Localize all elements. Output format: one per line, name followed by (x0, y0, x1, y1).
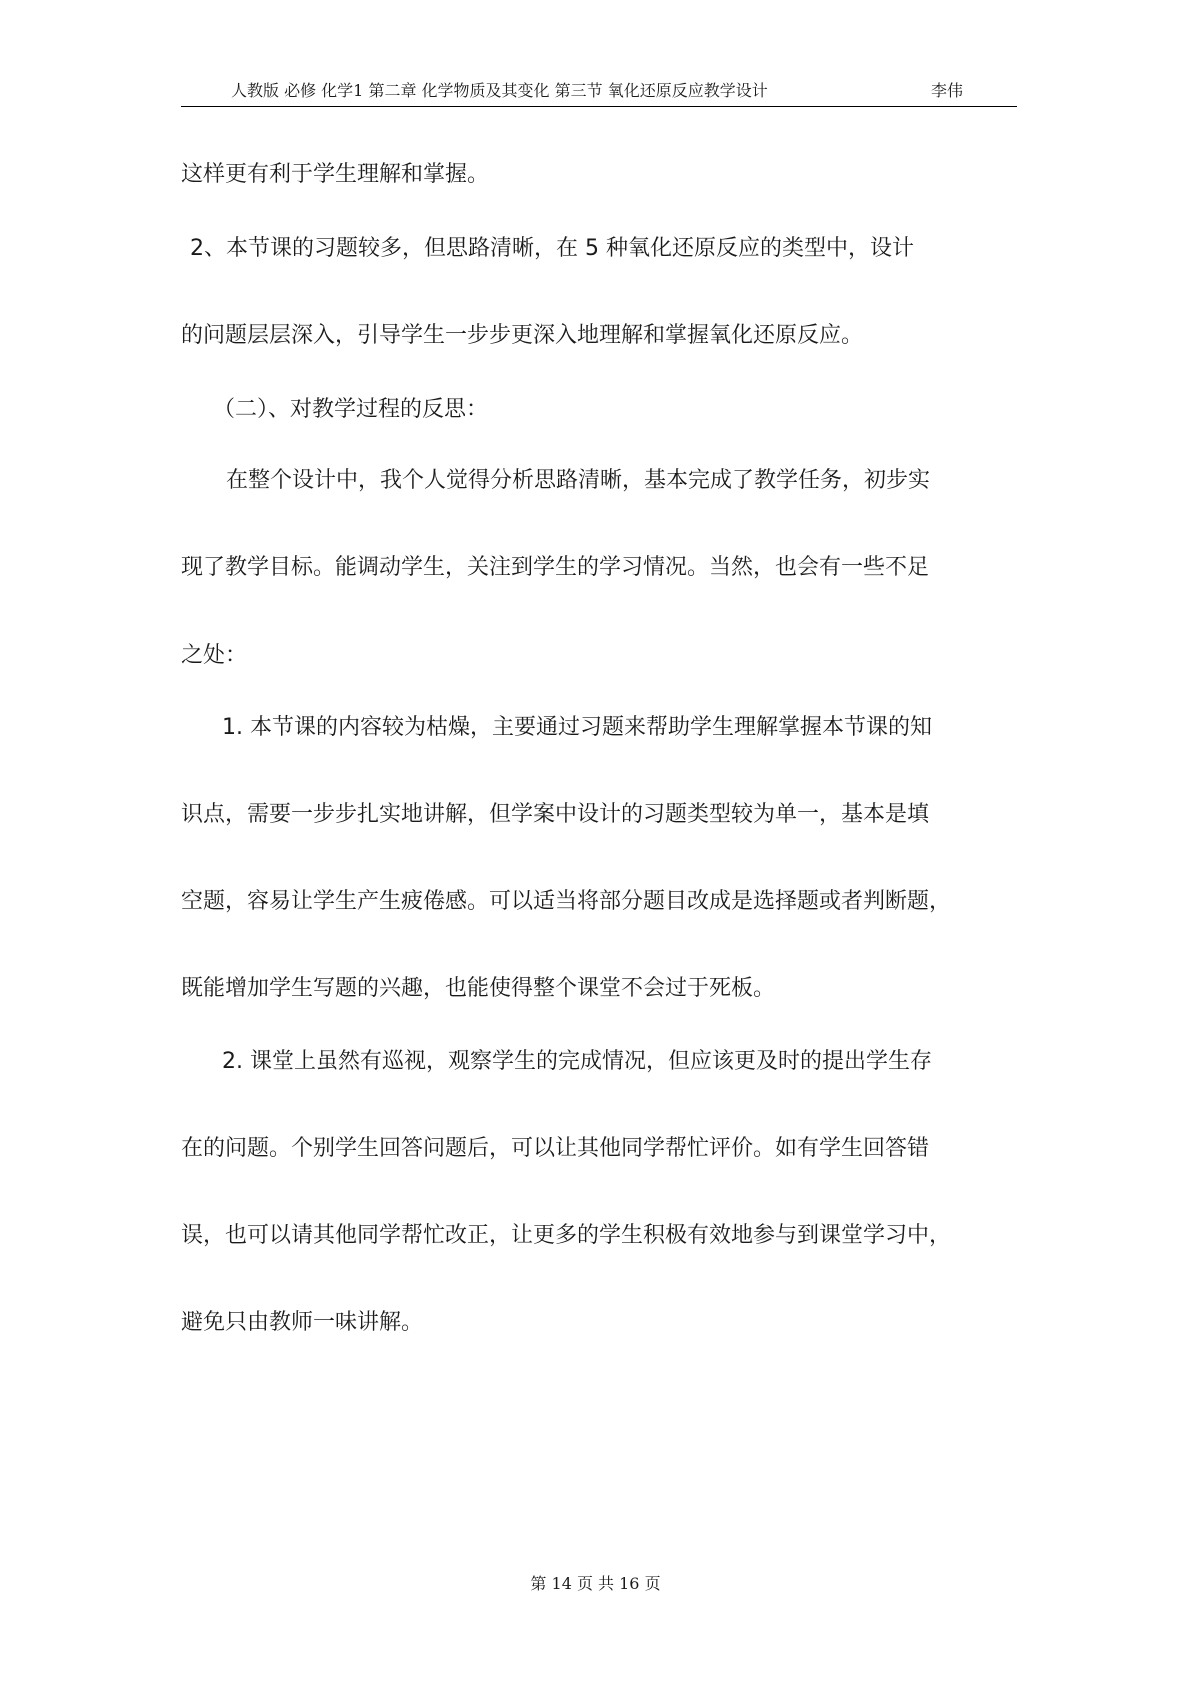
body-line: 2、本节课的习题较多，但思路清晰，在 5 种氧化还原反应的类型中，设计 (190, 236, 914, 261)
body-line: 的问题层层深入，引导学生一步步更深入地理解和掌握氧化还原反应。 (181, 323, 864, 348)
section-heading: （二）、对教学过程的反思： (213, 397, 489, 422)
header-title: 人教版 必修 化学1 第二章 化学物质及其变化 第三节 氧化还原反应教学设计 (231, 81, 768, 100)
page-number: 第 14 页 共 16 页 (530, 1574, 661, 1593)
running-header (181, 80, 1017, 107)
body-line: 2. 课堂上虽然有巡视，观察学生的完成情况，但应该更及时的提出学生存 (222, 1049, 932, 1074)
body-line: 在的问题。个别学生回答问题后，可以让其他同学帮忙评价。如有学生回答错 (181, 1136, 930, 1161)
body-line: 空题，容易让学生产生疲倦感。可以适当将部分题目改成是选择题或者判断题， (181, 889, 952, 914)
body-line: 在整个设计中，我个人觉得分析思路清晰，基本完成了教学任务，初步实 (226, 468, 931, 493)
body-line: 这样更有利于学生理解和掌握。 (181, 162, 490, 187)
body-line: 识点，需要一步步扎实地讲解，但学案中设计的习题类型较为单一，基本是填 (181, 802, 930, 827)
body-line: 避免只由教师一味讲解。 (181, 1310, 424, 1335)
header-author: 李伟 (931, 81, 964, 100)
body-line: 现了教学目标。能调动学生，关注到学生的学习情况。当然，也会有一些不足 (181, 555, 930, 580)
body-line: 1. 本节课的内容较为枯燥，主要通过习题来帮助学生理解掌握本节课的知 (222, 715, 932, 740)
body-line: 既能增加学生写题的兴趣，也能使得整个课堂不会过于死板。 (181, 976, 776, 1001)
body-line: 误，也可以请其他同学帮忙改正，让更多的学生积极有效地参与到课堂学习中， (181, 1223, 952, 1248)
body-line: 之处： (181, 643, 248, 668)
